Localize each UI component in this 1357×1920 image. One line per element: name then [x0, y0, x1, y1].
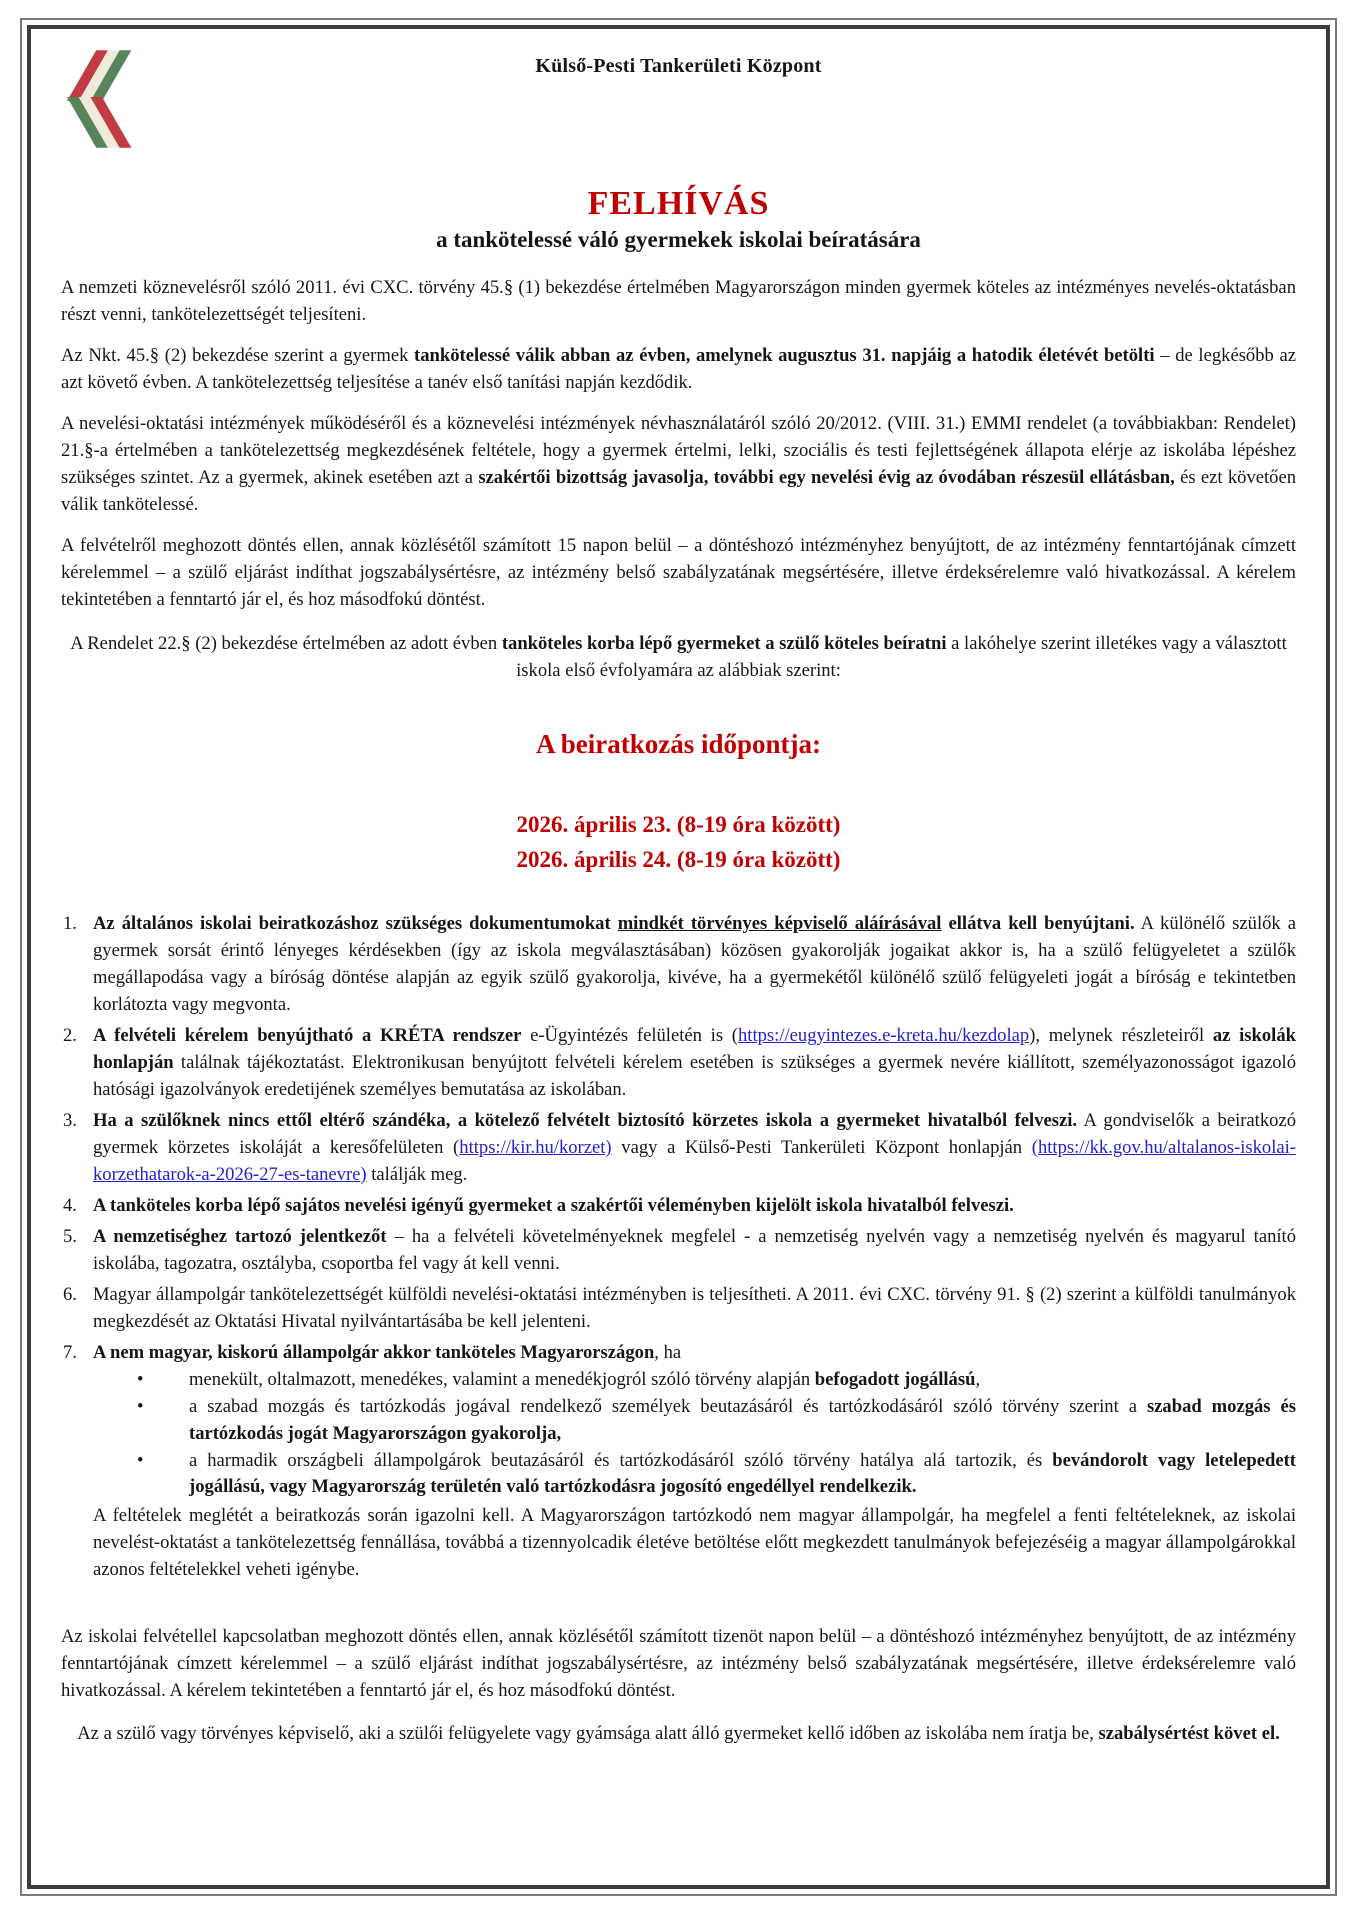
text-segment: a lakóhelye szerint illetékes vagy a választott iskola első évfolyamára az alábbiak szerint: — [516, 633, 1287, 682]
list-item-text — [93, 1224, 1296, 1278]
bullet-item-3 — [123, 1448, 1296, 1502]
list-item-4 — [61, 1193, 1296, 1220]
list-item-text — [93, 1023, 1296, 1104]
text-segment: A gondviselők a beiratkozó gyermek körzetes iskoláját a keresőfelületen ( — [93, 1110, 1296, 1159]
text-segment: – ha a felvételi követelményeknek megfelel - a nemzetiség nyelvén vagy a nemzetiség nyelvén és magyarul tanító iskolába, tagozatra, osztályba, csoportba fel vagy át kell venni. — [93, 1225, 1297, 1274]
list-item-text — [93, 1193, 1296, 1220]
page-subtitle: a tankötelessé váló gyermekek iskolai beíratására — [436, 227, 921, 252]
document-content — [31, 29, 1326, 1772]
hyperlink[interactable]: (https://kk.gov.hu/altalanos-iskolai-korzethatarok-a-2026-27-es-tanevre) — [93, 1137, 1296, 1185]
numbered-list — [61, 911, 1296, 1584]
list-item-2 — [61, 1023, 1296, 1104]
text-segment: ellátva kell benyújtani. — [941, 913, 1135, 935]
list-item-text — [93, 1282, 1296, 1336]
text-segment: vagy a Külső-Pesti Tankerületi Központ honlapján — [611, 1137, 1032, 1159]
text-segment: találják meg. — [366, 1163, 468, 1185]
list-number: 3. — [63, 1110, 77, 1132]
text-segment: mindkét törvényes képviselő aláírásával — [617, 913, 942, 935]
text-segment: szabad mozgás és tartózkodás jogát Magyarországon gyakorolja, — [189, 1395, 1296, 1444]
text-segment: szakértői bizottság javasolja, további egy nevelési évig az óvodában részesül ellátásban, — [478, 466, 1175, 488]
bullet-text — [189, 1394, 1296, 1448]
text-segment: A nemzeti köznevelésről szóló 2011. évi CXC. törvény 45.§ (1) bekezdése értelmében Magyarországon minden gyermek köteles az intézményes nevelés-oktatásban részt venni, tankötelezettségét teljesíteni. — [61, 277, 1296, 325]
text-segment: A feltételek meglétét a beiratkozás során igazolni kell. A Magyarországon tartózkodó nem magyar állampolgár, ha megfelel a fenti feltételeknek, az iskolai nevelést-oktatást a tankötelezettség fennállása, továbbá a tizennyolcadik életéve betöltése előtt megkezdett tanulmányok befejezéséig a magyar állampolgárokkal azonos feltételekkel veheti igénybe. — [93, 1505, 1296, 1581]
tricolor-k-icon — [67, 49, 145, 149]
text-segment: bevándorolt vagy letelepedett jogállású, vagy Magyarország területén való tartózkodásra jogosító engedéllyel rendelkezik. — [189, 1449, 1296, 1498]
list-item-continuation — [93, 1503, 1296, 1584]
document-header — [61, 47, 1296, 151]
list-number: 7. — [63, 1341, 77, 1363]
text-segment: tanköteles korba lépő gyermeket a szülő köteles beíratni — [501, 633, 947, 655]
list-item-text — [93, 911, 1296, 1019]
list-number: 6. — [63, 1283, 77, 1305]
list-number: 1. — [63, 913, 77, 935]
text-segment: szabálysértést követ el. — [1098, 1723, 1280, 1745]
text-segment: Magyar állampolgár tankötelezettségét külföldi nevelési-oktatási intézményben is teljesítheti. A 2011. évi CXC. törvény 91. § (2) szerint a külföldi tanulmányok megkezdését az Oktatási Hivatal nyilvántartásába be kell jelenteni. — [93, 1283, 1296, 1332]
text-segment: A nemzetiséghez tartozó jelentkezőt — [93, 1225, 387, 1247]
page-frame-inner — [27, 25, 1330, 1889]
text-segment: Az iskolai felvétellel kapcsolatban meghozott döntés ellen, annak közlésétől számított tizenöt napon belül – a döntéshozó intézményhez benyújtott, de az intézmény fenntartójának címzett kérelemmel – a szülő eljárást indíthat jogszabálysértésre, az intézmény belső szabályzatának megsértésére, illetve érdeksérelemre való hivatkozással. A kérelem tekintetében a fenntartó jár el, és hoz másodfokú döntést. — [61, 1626, 1296, 1702]
page-frame-outer — [20, 18, 1337, 1896]
text-segment: és ezt követően válik tankötelessé. — [61, 466, 1297, 515]
list-item-text — [93, 1340, 1296, 1367]
text-segment: menekült, oltalmazott, menedékes, valamint a menedékjogról szóló törvény alapján — [189, 1368, 815, 1390]
text-segment: A nem magyar, kiskorú állampolgár akkor tanköteles Magyarországon — [93, 1341, 655, 1363]
bullet-icon: • — [137, 1449, 144, 1471]
list-item-3 — [61, 1108, 1296, 1189]
text-segment: Az a szülő vagy törvényes képviselő, aki a szülői felügyelete vagy gyámsága alatt álló gyermeket kellő időben az iskolába nem íratja be, — [77, 1723, 1099, 1745]
enrollment-heading: A beiratkozás időpontja: — [535, 729, 822, 760]
text-segment: A Rendelet 22.§ (2) bekezdése értelmében az adott évben — [70, 633, 502, 655]
text-segment: Az Nkt. 45.§ (2) bekezdése szerint a gyermek — [61, 344, 415, 366]
intro-paragraph-3 — [61, 411, 1296, 519]
org-logo — [67, 49, 145, 149]
intro-paragraph-4 — [61, 533, 1296, 614]
list-item-body — [93, 1340, 1296, 1585]
text-segment: – de legkésőbb az azt követő évben. A tankötelezettség teljesítése a tanév első tanítási napján kezdődik. — [61, 344, 1296, 393]
text-segment: Ha a szülőknek nincs ettől eltérő szándéka, a kötelező felvételt biztosító körzetes iskola a gyermeket hivatalból felveszi. — [93, 1110, 1078, 1132]
hyperlink[interactable]: https://kir.hu/korzet) — [459, 1137, 612, 1159]
intro-paragraph-2 — [61, 343, 1296, 397]
text-segment: találnak tájékoztatást. Elektronikusan benyújtott felvételi kérelem esetében is szükséges a gyermek nevére kiállított, személyazonosságot igazoló hatósági igazolványok eredetijének személyes bemutatása az iskolában. — [93, 1052, 1296, 1101]
bullet-item-1 — [123, 1367, 1296, 1394]
hyperlink[interactable]: https://eugyintezes.e-kreta.hu/kezdolap — [738, 1025, 1030, 1047]
text-segment: befogadott jogállású — [814, 1368, 976, 1390]
intro-paragraph-5 — [61, 631, 1296, 685]
list-item-6 — [61, 1282, 1296, 1336]
text-segment: , ha — [654, 1341, 682, 1363]
list-item-text — [93, 1108, 1296, 1189]
list-item-7 — [61, 1340, 1296, 1585]
enrollment-dates — [61, 808, 1296, 877]
text-segment: tankötelessé válik abban az évben, amelynek augusztus 31. napjáig a hatodik életévét betölti — [414, 344, 1155, 366]
closing-paragraph-2 — [61, 1721, 1296, 1748]
enrollment-date-2: 2026. április 24. (8-19 óra között) — [516, 846, 841, 872]
text-segment: A felvételről meghozott döntés ellen, annak közlésétől számított 15 napon belül – a döntéshozó intézményhez benyújtott, de az intézmény fenntartójának címzett kérelemmel – a szülő eljárást indíthat jogszabálysértésre, az intézmény belső szabályzatának megsértésére, illetve érdeksérelemre való hivatkozással. A kérelem tekintetében a fenntartó jár el, és hoz másodfokú döntést. — [61, 534, 1296, 610]
list-number: 4. — [63, 1194, 77, 1216]
text-segment: az iskolák honlapján — [93, 1025, 1296, 1074]
org-name: Külső-Pesti Tankerületi Központ — [535, 55, 822, 77]
list-item-5 — [61, 1224, 1296, 1278]
list-number: 2. — [63, 1025, 77, 1047]
text-segment: A felvételi kérelem benyújtható a KRÉTA rendszer — [93, 1025, 522, 1047]
text-segment: a szabad mozgás és tartózkodás jogával rendelkező személyek beutazásáról és tartózkodásáról szóló törvény szerint a — [189, 1395, 1147, 1417]
bullet-text — [189, 1448, 1296, 1502]
closing-paragraph-1 — [61, 1624, 1296, 1705]
intro-paragraph-1 — [61, 275, 1296, 329]
text-segment: e-Ügyintézés felületén is ( — [521, 1025, 738, 1047]
bullet-icon: • — [137, 1395, 144, 1417]
list-item-1 — [61, 911, 1296, 1019]
bullet-item-2 — [123, 1394, 1296, 1448]
text-segment: A tanköteles korba lépő sajátos nevelési igényű gyermeket a szakértői véleményben kijelölt iskola hivatalból felveszi. — [93, 1194, 1014, 1216]
text-segment: ), melynek részleteiről — [1029, 1025, 1213, 1047]
enrollment-date-1: 2026. április 23. (8-19 óra között) — [516, 812, 841, 838]
page-title: FELHÍVÁS — [587, 185, 770, 222]
list-number: 5. — [63, 1225, 77, 1247]
text-segment: Az általános iskolai beiratkozáshoz szükséges dokumentumokat — [93, 913, 618, 935]
text-segment: A nevelési-oktatási intézmények működéséről és a köznevelési intézmények névhasználatáról szóló 20/2012. (VIII. 31.) EMMI rendelet (a továbbiakban: Rendelet) 21.§-a értelmében a tankötelezettség megkezdésének feltétele, hogy a gyermek értelmi, lelki, szociális és testi fejlettségének állapota elérje az iskolába lépéshez szükséges szintet. Az a gyermek, akinek esetében azt a — [61, 412, 1296, 488]
text-segment: , — [975, 1368, 981, 1390]
text-segment: A különélő szülők a gyermek sorsát érintő lényeges kérdésekben (így az iskola megválasztásában) közösen gyakorolják jogaikat akkor is, ha a szülő felügyeletet a szülők megállapodása vagy a bíróság döntése alapján az egyik szülő gyakorolja, kivéve, ha a gyermekétől különélő szülő felügyeleti jogát a bíróság e tekintetben korlátozta vagy megvonta. — [93, 913, 1296, 1016]
bullet-icon: • — [137, 1368, 144, 1390]
bullet-text — [189, 1367, 1296, 1394]
text-segment: a harmadik országbeli állampolgárok beutazásáról és tartózkodásáról szóló törvény hatálya alá tartozik, és — [189, 1449, 1053, 1471]
